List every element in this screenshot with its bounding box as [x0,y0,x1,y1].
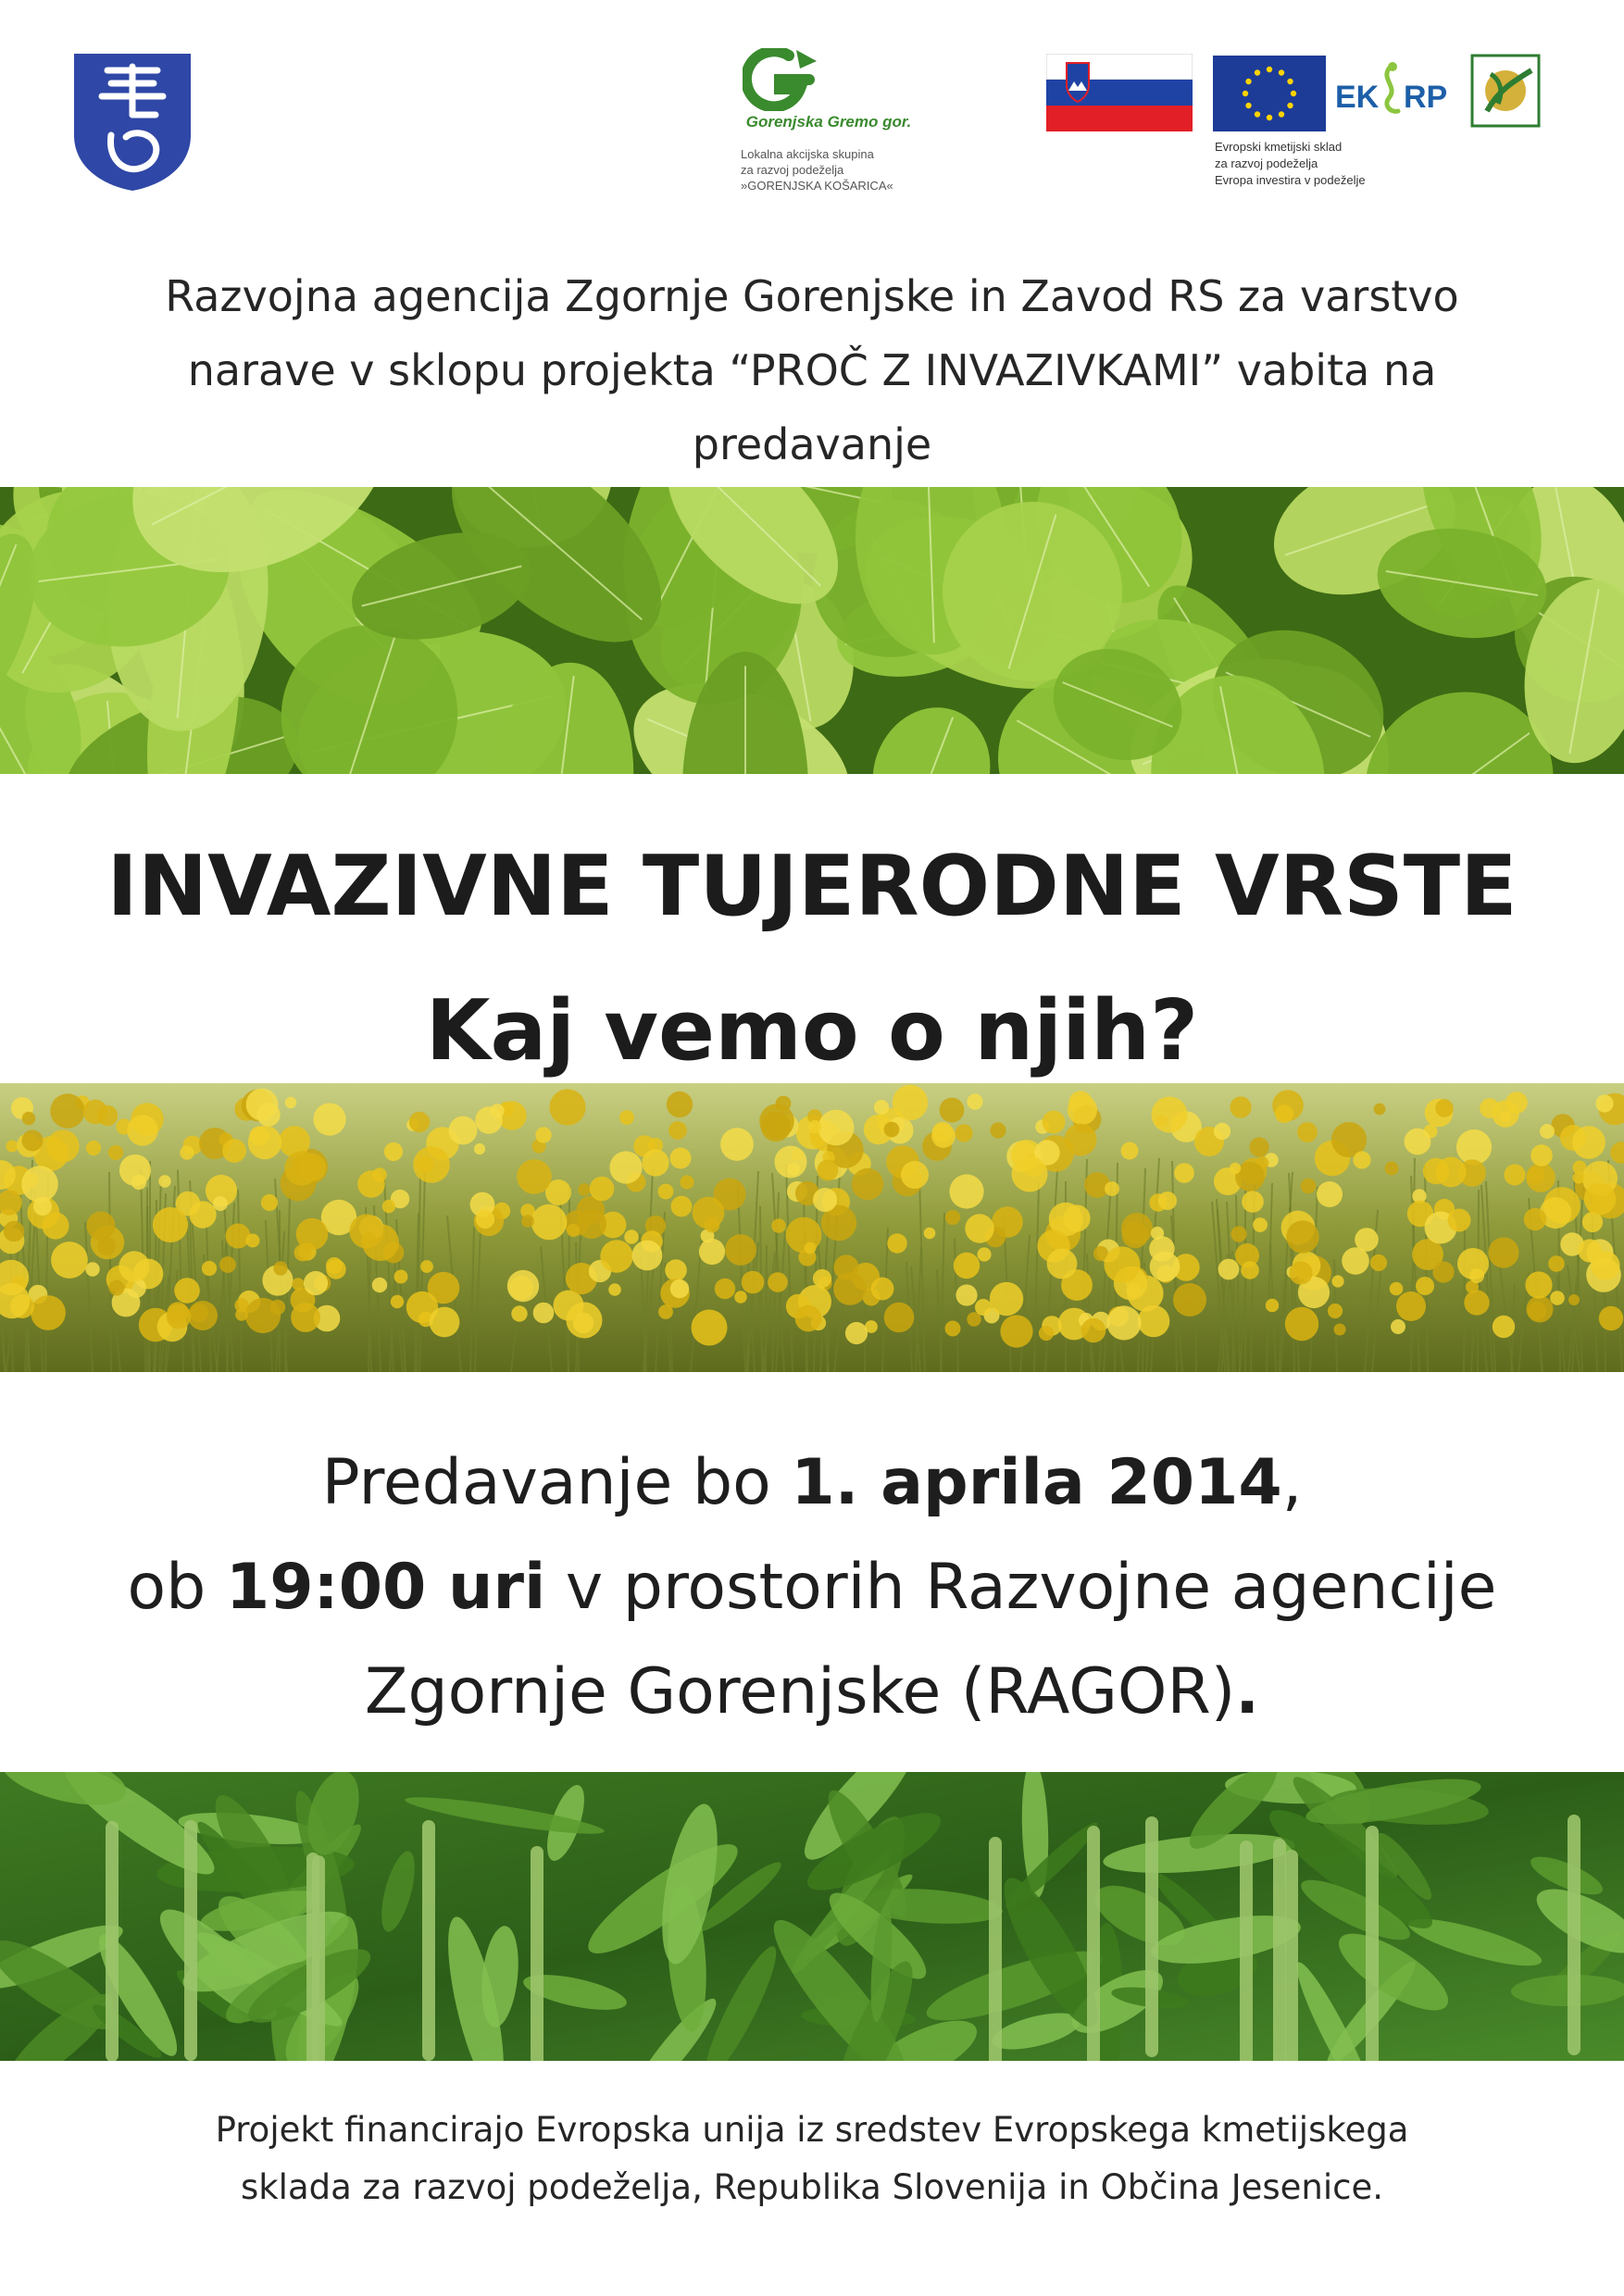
goldenrod-bloom [517,1159,552,1194]
goldenrod-bloom [954,1253,980,1279]
goldenrod-bloom [42,1212,69,1239]
goldenrod-bloom [1230,1226,1246,1242]
goldenrod-bloom [153,1207,188,1242]
goldenrod-bloom [119,1154,151,1186]
goldenrod-bloom [1528,1302,1547,1321]
goldenrod-bloom [6,1141,19,1153]
goldenrod-bloom [945,1210,960,1225]
goldenrod-bloom [692,1310,728,1346]
goldenrod-bloom [624,1229,638,1243]
goldenrod-bloom [884,1303,915,1333]
goldenrod-bloom [476,1210,494,1229]
goldenrod-bloom [1396,1292,1426,1321]
goldenrod-bloom [1317,1181,1343,1207]
goldenrod-bloom [1266,1299,1279,1312]
ragweed-flower-spike [1366,1826,1379,2061]
goldenrod-bloom [292,1278,304,1290]
goldenrod-bloom [1242,1191,1264,1213]
goldenrod-bloom [658,1184,674,1200]
goldenrod-bloom [521,1215,534,1228]
goldenrod-bloom [449,1117,478,1145]
goldenrod-bloom [1493,1316,1515,1338]
goldenrod-bloom [1436,1157,1467,1188]
goldenrod-bloom [871,1278,894,1301]
goldenrod-bloom [1158,1192,1177,1210]
main-title [0,815,1624,1104]
goldenrod-bloom [1063,1204,1090,1231]
goldenrod-bloom [808,1120,821,1133]
goldenrod-bloom [1289,1261,1312,1284]
goldenrod-bloom [609,1151,642,1183]
goldenrod-bloom [955,1124,972,1142]
ragweed-flower-spike [1568,1815,1580,2055]
photo-ragweed-plants [0,1772,1624,2061]
goldenrod-bloom [490,1104,504,1117]
goldenrod-bloom [1432,1261,1454,1282]
goldenrod-bloom [108,1145,123,1160]
goldenrod-bloom [590,1177,615,1202]
goldenrod-bloom [1039,1326,1054,1341]
goldenrod-bloom [990,1122,1006,1138]
goldenrod-bloom [86,1141,101,1155]
goldenrod-bloom [1572,1126,1605,1159]
goldenrod-bloom [531,1204,568,1241]
goldenrod-bloom [180,1145,194,1159]
goldenrod-bloom [619,1110,634,1125]
lag-g-arrow-icon [743,48,818,111]
jesenice-coat-of-arms-logo [70,50,194,193]
goldenrod-bloom [430,1307,460,1338]
goldenrod-bloom [1448,1209,1471,1232]
goldenrod-bloom [940,1098,965,1123]
goldenrod-bloom [202,1261,217,1276]
goldenrod-bloom [1464,1290,1489,1315]
goldenrod-bloom [1599,1306,1623,1330]
goldenrod-bloom [413,1146,450,1183]
goldenrod-bloom [567,1303,603,1339]
goldenrod-bloom [1173,1283,1206,1316]
leader-logo [1470,54,1541,128]
goldenrod-bloom [246,1089,279,1121]
goldenrod-bloom [680,1175,693,1189]
goldenrod-bloom [932,1122,954,1143]
goldenrod-bloom [1105,1181,1119,1196]
ragweed-flower-spike [1145,1816,1158,2057]
goldenrod-bloom [734,1291,747,1304]
goldenrod-bloom [1151,1227,1164,1240]
goldenrod-bloom [813,1188,837,1212]
goldenrod-bloom [326,1259,345,1279]
goldenrod-bloom [786,1217,822,1254]
goldenrod-bloom [391,1295,404,1308]
goldenrod-bloom [31,1295,66,1330]
goldenrod-bloom [1081,1318,1106,1343]
goldenrod-bloom [50,1093,84,1128]
ragweed-flower-spike [1240,1841,1253,2061]
goldenrod-bloom [1416,1277,1434,1295]
goldenrod-bloom [349,1214,383,1248]
event-date: 1. aprila 2014 [791,1446,1282,1519]
goldenrod-bloom [1550,1291,1565,1305]
footer-line: Projekt financirajo Evropska unija iz sredstev Evropskega kmetijskega [215,2110,1409,2150]
goldenrod-bloom [874,1100,889,1115]
goldenrod-bloom [1047,1249,1078,1279]
goldenrod-bloom [893,1085,928,1120]
intro-line: narave v sklopu projekta “PROČ Z INVAZIVKAMI” vabita na [187,345,1437,395]
goldenrod-bloom [1249,1137,1268,1156]
goldenrod-bloom [248,1126,281,1159]
goldenrod-bloom [296,1218,329,1251]
goldenrod-bloom [1152,1097,1188,1133]
goldenrod-bloom [949,1174,983,1208]
goldenrod-bloom [384,1142,403,1161]
goldenrod-bloom [975,1299,992,1316]
goldenrod-bloom [833,1272,867,1305]
lag-tagline: Lokalna akcijska skupina za razvoj podeželja »GORENJSKA KOŠARICA« [741,147,893,193]
goldenrod-bloom [1043,1111,1066,1134]
goldenrod-bloom [845,1322,868,1344]
goldenrod-bloom [1275,1104,1293,1123]
goldenrod-bloom [1370,1254,1387,1271]
goldenrod-bloom [665,1259,687,1281]
lag-brand-text: Gorenjska Gremo gor. [745,113,912,131]
goldenrod-bloom [1353,1151,1370,1168]
goldenrod-bloom [668,1121,687,1140]
svg-text:RP: RP [1404,80,1448,115]
goldenrod-bloom [372,1278,387,1292]
goldenrod-bloom [21,1166,58,1203]
goldenrod-bloom [474,1143,485,1154]
goldenrod-bloom [1524,1208,1546,1230]
goldenrod-bloom [1328,1304,1343,1318]
goldenrod-bloom [670,1148,692,1169]
goldenrod-bloom [189,1201,216,1228]
goldenrod-bloom [608,1283,621,1296]
ragweed-flower-spike [1285,1850,1298,2061]
goldenrod-bloom [578,1183,591,1196]
goldenrod-bloom [394,1270,408,1284]
goldenrod-bloom [990,1282,1023,1316]
goldenrod-bloom [420,1260,433,1273]
goldenrod-bloom [1527,1167,1545,1185]
goldenrod-bloom [1488,1237,1518,1267]
goldenrod-bloom [1104,1246,1140,1282]
goldenrod-bloom [1572,1171,1584,1183]
goldenrod-bloom [1121,1142,1139,1160]
goldenrod-bloom [1505,1165,1526,1186]
goldenrod-bloom [715,1279,735,1299]
ekrp-logo [1333,56,1461,130]
goldenrod-bloom [1230,1163,1241,1174]
goldenrod-bloom [158,1175,170,1187]
goldenrod-bloom [1584,1183,1617,1216]
ragweed-flower-spike [989,1837,1002,2061]
goldenrod-bloom [1435,1099,1454,1117]
footer-line: sklada za razvoj podeželja, Republika Slovenija in Občina Jesenice. [240,2167,1384,2207]
event-line-1: Predavanje bo 1. aprila 2014, [321,1446,1303,1519]
goldenrod-bloom [924,1228,936,1240]
goldenrod-bloom [1405,1129,1431,1155]
goldenrod-bloom [507,1270,539,1302]
goldenrod-bloom [219,1256,236,1273]
goldenrod-bloom [1595,1094,1613,1112]
goldenrod-bloom [285,1097,296,1108]
photo-goldenrod-field [0,1083,1624,1372]
goldenrod-bloom [33,1197,52,1216]
goldenrod-bloom [1385,1162,1399,1176]
ragweed-flower-spike [422,1820,435,2061]
goldenrod-bloom [1297,1122,1318,1142]
goldenrod-bloom [693,1197,725,1229]
ragweed-flower-spike [1273,1839,1286,2061]
goldenrod-bloom [1174,1163,1194,1183]
goldenrod-bloom [742,1271,765,1294]
svg-text:EK: EK [1335,80,1380,115]
goldenrod-bloom [884,1122,900,1138]
goldenrod-bloom [270,1300,285,1315]
goldenrod-bloom [1012,1156,1048,1192]
goldenrod-bloom [1301,1179,1317,1194]
goldenrod-bloom [1568,1294,1580,1305]
goldenrod-bloom [1121,1213,1153,1244]
goldenrod-bloom [771,1218,785,1232]
goldenrod-bloom [667,1092,693,1117]
goldenrod-bloom [658,1304,673,1319]
goldenrod-bloom [642,1149,668,1176]
ragweed-flower-spike [106,1821,119,2061]
eu-flag-icon [1213,56,1326,131]
goldenrod-bloom [51,1242,88,1279]
goldenrod-bloom [671,1196,693,1217]
goldenrod-bloom [382,1200,395,1213]
goldenrod-bloom [167,1302,188,1323]
goldenrod-bloom [818,1160,839,1181]
goldenrod-bloom [1253,1217,1268,1232]
goldenrod-bloom [261,1194,278,1211]
intro-paragraph [0,259,1624,481]
event-line-2: ob 19:00 uri v prostorih Razvojne agencije [127,1551,1497,1624]
goldenrod-bloom [1150,1252,1181,1282]
goldenrod-bloom [190,1304,208,1322]
slovenia-flag-icon [1046,54,1193,131]
goldenrod-bloom [805,1242,817,1254]
goldenrod-bloom [768,1272,788,1292]
ragweed-flower-spike [531,1846,543,2061]
ragweed-flower-spike [312,1855,325,2061]
goldenrod-bloom [965,1214,993,1242]
goldenrod-bloom [600,1240,632,1272]
goldenrod-bloom [313,1103,345,1135]
goldenrod-bloom [127,1115,157,1145]
event-time: 19:00 uri [225,1551,546,1624]
goldenrod-bloom [273,1261,287,1275]
goldenrod-bloom [46,1129,79,1162]
goldenrod-bloom [1241,1261,1259,1279]
intro-line: Razvojna agencija Zgornje Gorenjske in Zavod RS za varstvo [165,271,1459,321]
goldenrod-bloom [85,1262,99,1276]
goldenrod-bloom [87,1212,116,1241]
goldenrod-bloom [1492,1100,1518,1127]
goldenrod-bloom [1390,1282,1404,1296]
goldenrod-bloom [1525,1271,1552,1298]
goldenrod-bloom [174,1278,200,1304]
goldenrod-bloom [956,1284,977,1305]
goldenrod-bloom [1391,1319,1405,1334]
goldenrod-bloom [304,1271,328,1295]
goldenrod-bloom [632,1241,663,1271]
goldenrod-bloom [1374,1104,1386,1116]
goldenrod-bloom [535,1127,551,1142]
goldenrod-bloom [1331,1275,1343,1287]
goldenrod-bloom [1000,1315,1032,1347]
goldenrod-bloom [720,1128,754,1161]
title-line-1: INVAZIVNE TUJERODNE VRSTE [106,838,1518,935]
goldenrod-bloom [4,1221,24,1242]
goldenrod-bloom [795,1305,822,1332]
goldenrod-bloom [1285,1307,1318,1341]
goldenrod-bloom [1334,1324,1346,1336]
funding-footer [0,2102,1624,2216]
goldenrod-bloom [213,1196,228,1211]
goldenrod-bloom [670,1279,689,1298]
goldenrod-bloom [222,1139,246,1163]
goldenrod-bloom [901,1161,929,1189]
goldenrod-bloom [761,1112,791,1142]
goldenrod-bloom [967,1093,982,1109]
event-line-3: Zgornje Gorenjske (RAGOR). [364,1655,1260,1728]
goldenrod-bloom [725,1234,756,1266]
event-details [0,1430,1624,1744]
goldenrod-bloom [291,1303,320,1332]
goldenrod-bloom [22,1130,44,1152]
goldenrod-bloom [775,1146,807,1179]
goldenrod-bloom [119,1251,149,1281]
photo-knotweed-leaves [0,487,1624,774]
goldenrod-bloom [226,1224,251,1249]
intro-line: predavanje [692,419,932,469]
goldenrod-bloom [1591,1251,1619,1279]
goldenrod-bloom [1068,1095,1097,1125]
gorenjska-kosarica-lag-logo [731,48,926,206]
goldenrod-bloom [109,1280,125,1296]
goldenrod-bloom [549,1089,585,1125]
goldenrod-bloom [1355,1228,1379,1252]
goldenrod-bloom [1548,1255,1565,1272]
goldenrod-bloom [357,1170,385,1198]
title-line-2: Kaj vemo o njih? [425,982,1199,1079]
goldenrod-bloom [1457,1248,1489,1279]
goldenrod-bloom [1218,1259,1240,1280]
goldenrod-bloom [1106,1305,1141,1340]
goldenrod-bloom [1065,1124,1097,1156]
goldenrod-bloom [298,1154,326,1181]
goldenrod-bloom [511,1305,527,1321]
goldenrod-bloom [246,1234,260,1248]
goldenrod-bloom [83,1100,107,1124]
goldenrod-bloom [1530,1144,1553,1167]
goldenrod-bloom [533,1303,555,1324]
goldenrod-bloom [699,1239,725,1265]
goldenrod-bloom [818,1110,855,1146]
eu-fund-caption: Evropski kmetijski sklad za razvoj podeželja Evropa investira v podeželje [1215,140,1366,187]
goldenrod-bloom [567,1224,580,1237]
goldenrod-bloom [977,1247,991,1261]
goldenrod-bloom [1230,1096,1251,1117]
goldenrod-bloom [1214,1123,1230,1140]
goldenrod-bloom [945,1321,961,1337]
goldenrod-bloom [22,1112,36,1126]
goldenrod-bloom [1286,1220,1318,1253]
goldenrod-bloom [1138,1305,1170,1338]
ragweed-flower-spike [1087,1826,1100,2061]
goldenrod-bloom [409,1112,430,1132]
goldenrod-bloom [887,1233,906,1253]
goldenrod-bloom [1540,1124,1555,1139]
goldenrod-bloom [852,1168,883,1200]
goldenrod-bloom [235,1308,248,1321]
ragweed-flower-spike [184,1820,197,2061]
